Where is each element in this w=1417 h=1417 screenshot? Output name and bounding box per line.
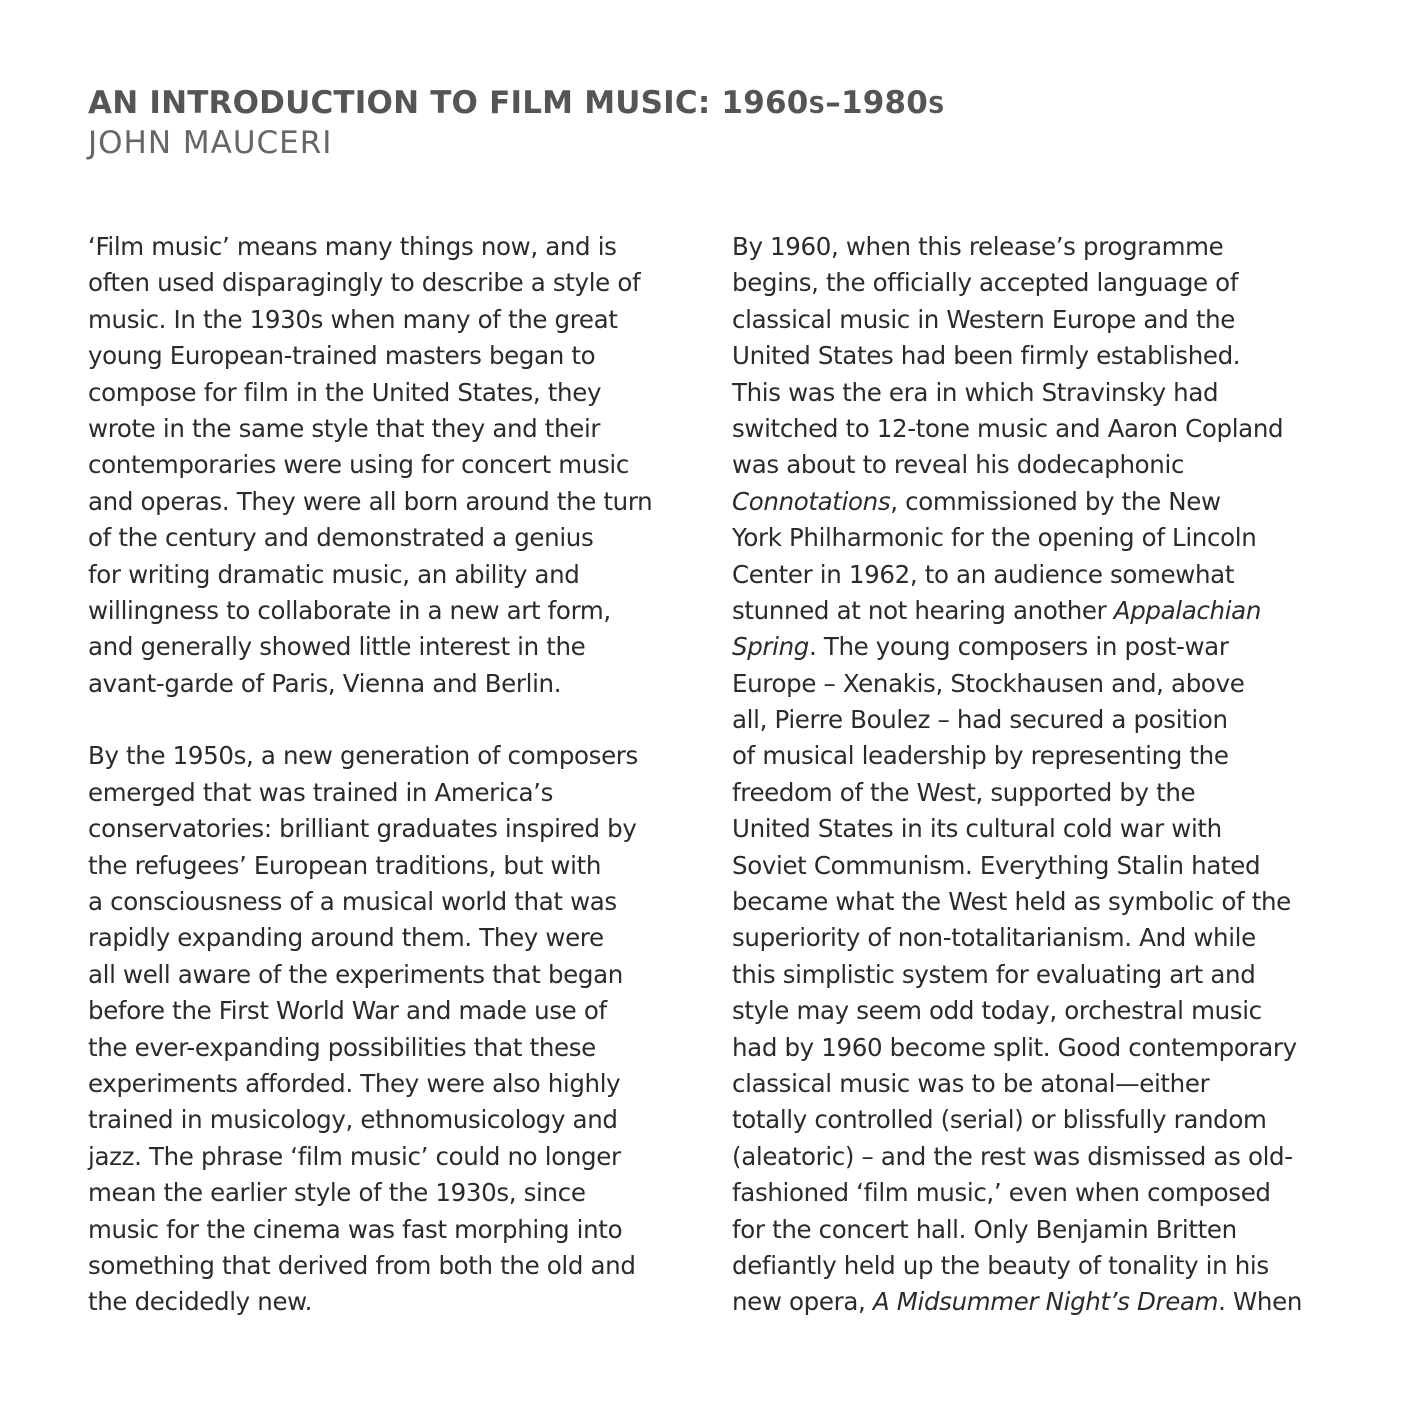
text-line: emerged that was trained in America’s bbox=[88, 777, 553, 807]
text-line: classical music was to be atonal—either bbox=[732, 1068, 1210, 1098]
work-title-italic: A Midsummer Night’s Dream bbox=[872, 1287, 1219, 1317]
title-main: AN INTRODUCTION TO FILM MUSIC: 1960 bbox=[88, 85, 809, 121]
text-line: wrote in the same style that they and their bbox=[88, 413, 601, 443]
text-line: rapidly expanding around them. They were bbox=[88, 923, 604, 953]
text-line: this simplistic system for evaluating art and bbox=[732, 959, 1256, 989]
text-line: style may seem odd today, orchestral music bbox=[732, 996, 1262, 1026]
text-line: a consciousness of a musical world that was bbox=[88, 887, 617, 917]
text-line: By 1960, when this release’s programme bbox=[732, 232, 1224, 261]
paragraph-2 bbox=[88, 738, 728, 1320]
title-dash-year: –1980 bbox=[825, 85, 929, 121]
text-line: the decidedly new. bbox=[88, 1287, 313, 1317]
article-title bbox=[88, 84, 1328, 125]
text-line: was about to reveal his dodecaphonic bbox=[732, 450, 1185, 480]
text-line bbox=[732, 629, 1392, 665]
text-line: begins, the officially accepted language of bbox=[732, 268, 1239, 298]
paragraph-1 bbox=[88, 229, 728, 702]
text-line: fashioned ‘film music,’ even when composed bbox=[732, 1178, 1271, 1208]
text-line: for writing dramatic music, an ability and bbox=[88, 559, 580, 589]
text-line: young European-trained masters began to bbox=[88, 341, 596, 371]
right-column bbox=[732, 229, 1392, 1321]
text-line: (aleatoric) – and the rest was dismissed as old- bbox=[732, 1141, 1293, 1171]
text-line: York Philharmonic for the opening of Lincoln bbox=[732, 523, 1257, 553]
text-line: trained in musicology, ethnomusicology and bbox=[88, 1105, 618, 1135]
text-line: willingness to collaborate in a new art form, bbox=[88, 595, 611, 625]
text-line: had by 1960 become split. Good contemporary bbox=[732, 1032, 1297, 1062]
text-segment: new opera, bbox=[732, 1287, 873, 1317]
text-line: totally controlled (serial) or blissfully random bbox=[732, 1105, 1267, 1135]
text-segment: , commissioned by the New bbox=[890, 486, 1221, 516]
text-line: all well aware of the experiments that began bbox=[88, 959, 623, 989]
text-line bbox=[732, 484, 1392, 520]
text-line: United States in its cultural cold war with bbox=[732, 814, 1222, 844]
text-line: This was the era in which Stravinsky had bbox=[732, 377, 1219, 407]
text-line: the ever-expanding possibilities that these bbox=[88, 1032, 596, 1062]
text-line: for the concert hall. Only Benjamin Britten bbox=[732, 1214, 1237, 1244]
title-small-caps-s: S bbox=[808, 93, 826, 119]
text-line: of musical leadership by representing the bbox=[732, 741, 1229, 771]
text-line: and generally showed little interest in the bbox=[88, 632, 586, 662]
text-line: superiority of non-totalitarianism. And while bbox=[732, 923, 1256, 953]
work-title-italic: Appalachian bbox=[1113, 595, 1261, 625]
text-segment: stunned at not hearing another bbox=[732, 595, 1114, 625]
text-line: contemporaries were using for concert music bbox=[88, 450, 629, 480]
text-line: mean the earlier style of the 1930s, since bbox=[88, 1178, 586, 1208]
article-author: JOHN MAUCERI bbox=[88, 125, 333, 161]
text-line: music for the cinema was fast morphing into bbox=[88, 1214, 623, 1244]
work-title-italic: Spring bbox=[732, 632, 809, 662]
text-line: By the 1950s, a new generation of composers bbox=[88, 741, 638, 771]
text-line: conservatories: brilliant graduates inspired by bbox=[88, 814, 637, 844]
text-line: music. In the 1930s when many of the great bbox=[88, 304, 618, 334]
text-line: ‘Film music’ means many things now, and is bbox=[88, 232, 617, 261]
text-line: Center in 1962, to an audience somewhat bbox=[732, 559, 1235, 589]
text-line: Europe – Xenakis, Stockhausen and, above bbox=[732, 668, 1245, 698]
paragraph-gap bbox=[88, 702, 728, 738]
title-small-caps-s: S bbox=[928, 93, 945, 119]
text-line: Soviet Communism. Everything Stalin hated bbox=[732, 850, 1261, 880]
text-line: compose for film in the United States, they bbox=[88, 377, 602, 407]
text-line: and operas. They were all born around the turn bbox=[88, 486, 653, 516]
text-line: defiantly held up the beauty of tonality in his bbox=[732, 1250, 1269, 1280]
text-line: United States had been firmly established. bbox=[732, 341, 1241, 371]
text-line: jazz. The phrase ‘film music’ could no longer bbox=[88, 1141, 621, 1171]
text-line: experiments afforded. They were also highly bbox=[88, 1068, 621, 1098]
text-line: became what the West held as symbolic of the bbox=[732, 887, 1291, 917]
text-line: something that derived from both the old and bbox=[88, 1250, 636, 1280]
text-line: freedom of the West, supported by the bbox=[732, 777, 1196, 807]
article-header bbox=[88, 84, 1328, 161]
text-line: switched to 12-tone music and Aaron Copland bbox=[732, 413, 1284, 443]
text-line: all, Pierre Boulez – had secured a position bbox=[732, 705, 1228, 735]
work-title-italic: Connotations bbox=[732, 486, 891, 516]
text-line bbox=[732, 1284, 1392, 1320]
text-line bbox=[732, 593, 1392, 629]
text-line: often used disparagingly to describe a style of bbox=[88, 268, 641, 298]
left-column bbox=[88, 229, 728, 1321]
text-line: of the century and demonstrated a genius bbox=[88, 523, 594, 553]
text-line: avant-garde of Paris, Vienna and Berlin. bbox=[88, 668, 562, 698]
text-line: the refugees’ European traditions, but with bbox=[88, 850, 602, 880]
text-line: before the First World War and made use of bbox=[88, 996, 607, 1026]
text-segment: . When bbox=[1218, 1287, 1303, 1317]
text-segment: . The young composers in post-war bbox=[808, 632, 1229, 662]
text-line: classical music in Western Europe and the bbox=[732, 304, 1235, 334]
